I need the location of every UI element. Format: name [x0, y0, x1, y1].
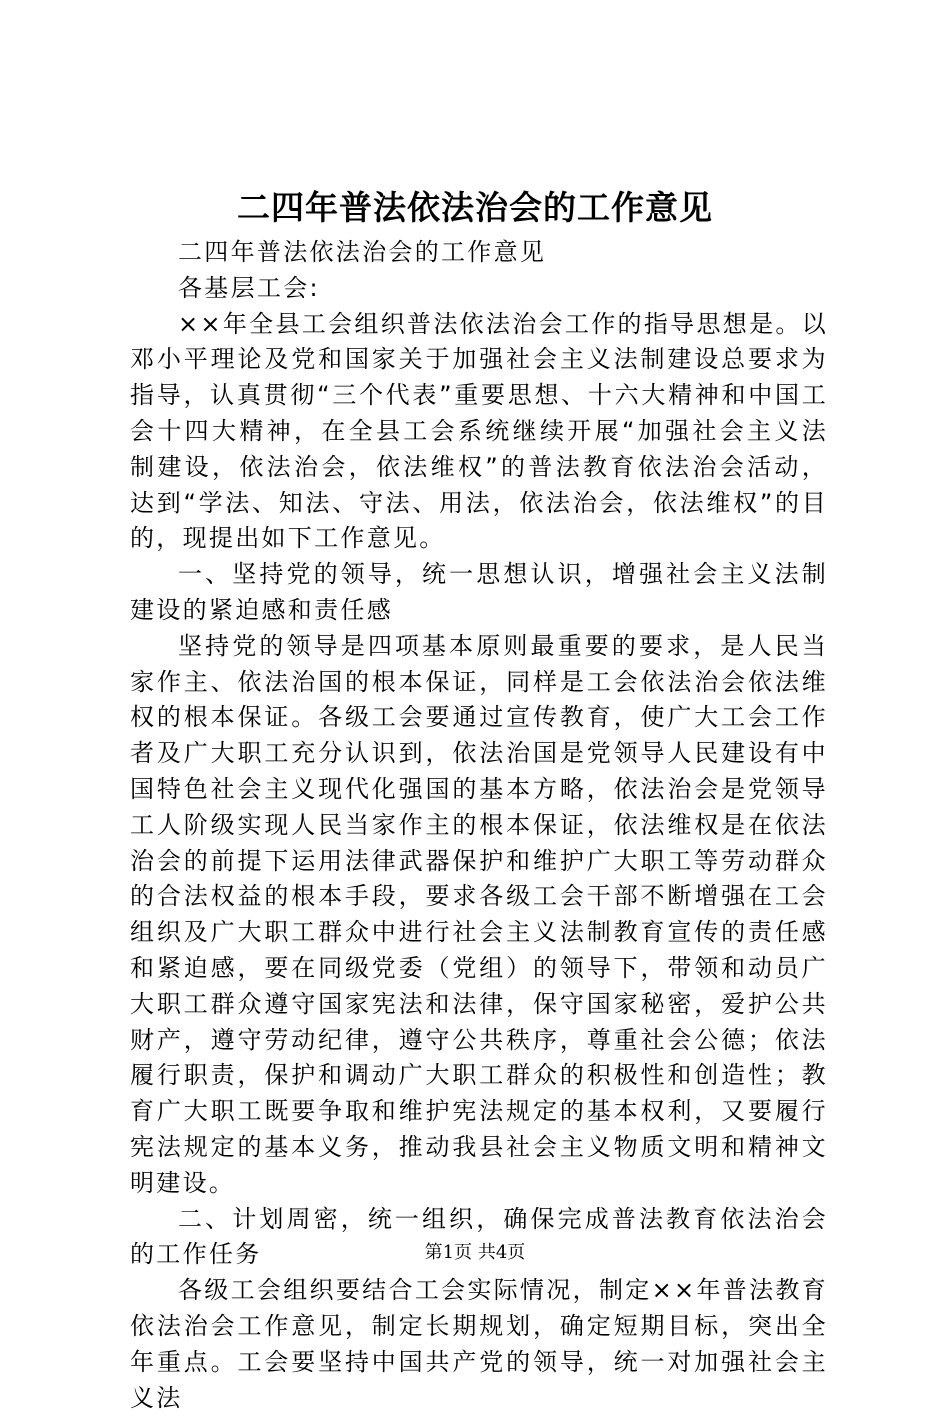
salutation-paragraph: 各基层工会:: [178, 273, 320, 302]
section-heading-1: 一、坚持党的领导，统一思想认识，增强社会主义法制建设的紧迫感和责任感: [130, 560, 828, 624]
subtitle-paragraph: 二四年普法依法治会的工作意见: [178, 238, 547, 266]
body-paragraph: 坚持党的领导是四项基本原则最重要的要求，是人民当家作主、依法治国的根本保证，同样是工会依法治会依法维权的根本保证。各级工会要通过宣传教育，使广大工会工作者及广大职工充分认识到，依法治国是党领导人民建设有中国特色社会主义现代化强国的基本方略，依法治会是党领导工人阶级实现人民当家作主的根本保证，依法维权是在依法治会的前提下运用法律武器保护和维护广大职工等劳动群众的合法权益的根本手段，要求各级工会干部不断增强在工会组织及广大职工群众中进行社会主义法制教育宣传的责任感和紧迫感，要在同级党委（党组）的领导下，带领和动员广大职工群众遵守国家宪法和法律，保守国家秘密，爱护公共财产，遵守劳动纪律，遵守公共秩序，尊重社会公德；依法履行职责，保护和调动广大职工群众的积极性和创造性；教育广大职工既要争取和维护宪法规定的基本权利，又要履行宪法规定的基本义务，推动我县社会主义物质文明和精神文明建设。: [130, 631, 828, 1197]
body-paragraph: 各级工会组织要结合工会实际情况，制定××年普法教育依法治会工作意见，制定长期规划，确定短期目标，突出全年重点。工会要坚持中国共产党的领导，统一对加强社会主义法: [130, 1276, 828, 1412]
section-heading-2: 二、计划周密，统一组织，确保完成普法教育依法治会的工作任务: [130, 1204, 828, 1269]
body-paragraph: ××年全县工会组织普法依法治会工作的指导思想是。以邓小平理论及党和国家关于加强社会主义法制建设总要求为指导，认真贯彻“三个代表”重要思想、十六大精神和中国工会十四大精神，在全县工会系统继续开展“加强社会主义法制建设，依法治会，依法维权”的普法教育依法治会活动，达到“学法、知法、守法、用法，依法治会，依法维权”的目的，现提出如下工作意见。: [130, 309, 828, 553]
document-title: 二四年普法依法治会的工作意见: [237, 188, 713, 227]
page-footer: 第1页 共4页: [424, 1242, 526, 1263]
document-body: [130, 235, 828, 1416]
